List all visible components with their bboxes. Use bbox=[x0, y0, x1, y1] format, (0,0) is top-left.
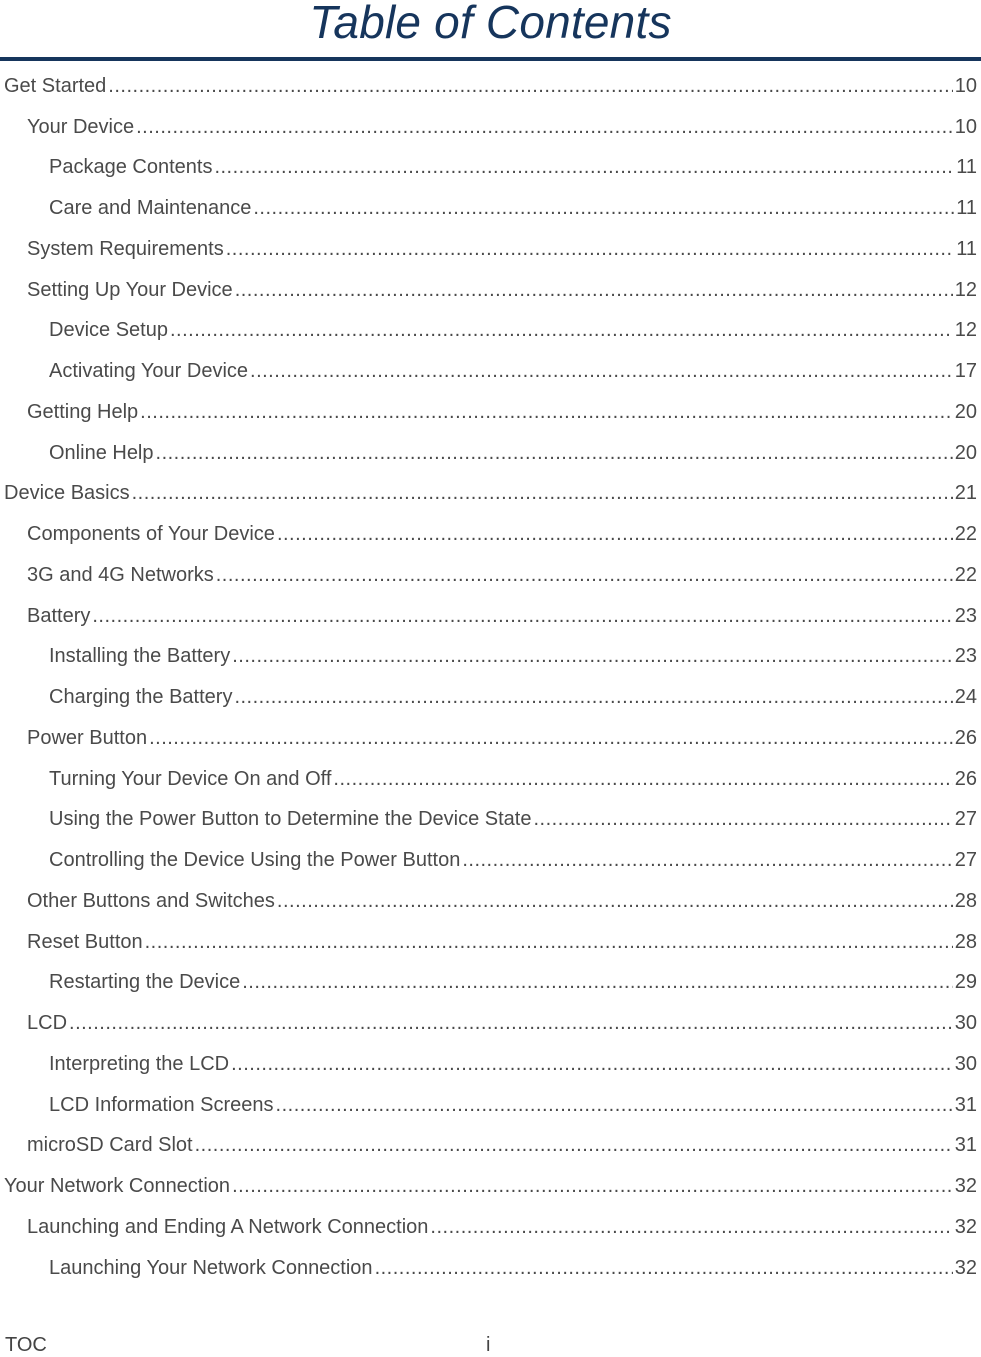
toc-entry[interactable] bbox=[0, 351, 981, 392]
toc-entry-label: Power Button bbox=[27, 726, 148, 749]
toc-entry[interactable] bbox=[0, 188, 981, 229]
toc-entry-page-number: 12 bbox=[954, 278, 977, 301]
toc-entry[interactable] bbox=[0, 840, 981, 881]
toc-entry-page-number: 26 bbox=[954, 726, 977, 749]
toc-entry-label: Restarting the Device bbox=[49, 971, 241, 994]
dot-leader bbox=[250, 360, 953, 383]
toc-entry[interactable] bbox=[0, 148, 981, 189]
toc-entry-page-number: 11 bbox=[956, 156, 977, 179]
toc-entry[interactable] bbox=[0, 1003, 981, 1044]
toc-entry-label: Care and Maintenance bbox=[49, 197, 252, 220]
dot-leader bbox=[277, 890, 953, 913]
toc-entry-page-number: 32 bbox=[954, 1215, 977, 1238]
toc-entry-label: Setting Up Your Device bbox=[27, 278, 233, 301]
page-title: Table of Contents bbox=[309, 0, 672, 48]
toc-entry-label: System Requirements bbox=[27, 237, 224, 260]
toc-entry-page-number: 23 bbox=[954, 645, 977, 668]
dot-leader bbox=[232, 1175, 953, 1198]
toc-entry-label: Device Basics bbox=[4, 482, 130, 505]
toc-entry-label: Device Setup bbox=[49, 319, 168, 342]
dot-leader bbox=[136, 116, 953, 139]
dot-leader bbox=[92, 605, 952, 628]
toc-entry-page-number: 21 bbox=[954, 482, 977, 505]
toc-entry[interactable] bbox=[0, 270, 981, 311]
dot-leader bbox=[235, 279, 953, 302]
toc-entry[interactable] bbox=[0, 1248, 981, 1289]
dot-leader bbox=[132, 482, 953, 505]
dot-leader bbox=[149, 727, 953, 750]
toc-entry-page-number: 32 bbox=[954, 1256, 977, 1279]
toc-entry-page-number: 20 bbox=[954, 441, 977, 464]
toc-entry-page-number: 28 bbox=[954, 889, 977, 912]
toc-entry[interactable] bbox=[0, 229, 981, 270]
toc-entry[interactable] bbox=[0, 555, 981, 596]
toc-entry[interactable] bbox=[0, 474, 981, 515]
toc-entry-page-number: 12 bbox=[954, 319, 977, 342]
toc-entry-label: Online Help bbox=[49, 441, 154, 464]
dot-leader bbox=[462, 849, 952, 872]
dot-leader bbox=[276, 1094, 953, 1117]
toc-entry-page-number: 31 bbox=[954, 1093, 977, 1116]
toc-entry-page-number: 31 bbox=[954, 1134, 977, 1157]
toc-entry-page-number: 32 bbox=[954, 1175, 977, 1198]
toc-entry[interactable] bbox=[0, 392, 981, 433]
dot-leader bbox=[533, 808, 952, 831]
dot-leader bbox=[108, 75, 952, 98]
toc-entry-label: Installing the Battery bbox=[49, 645, 231, 668]
dot-leader bbox=[375, 1257, 953, 1280]
toc-entry-label: microSD Card Slot bbox=[27, 1134, 193, 1157]
toc-entry-page-number: 17 bbox=[954, 360, 977, 383]
toc-entry-label: Your Network Connection bbox=[4, 1175, 231, 1198]
dot-leader bbox=[140, 401, 953, 424]
toc-entry-label: Controlling the Device Using the Power Button bbox=[49, 849, 461, 872]
toc-entry[interactable] bbox=[0, 311, 981, 352]
dot-leader bbox=[253, 197, 954, 220]
toc-entry-page-number: 27 bbox=[954, 808, 977, 831]
toc-entry-page-number: 10 bbox=[954, 74, 977, 97]
toc-entry-label: Battery bbox=[27, 604, 91, 627]
toc-entry-label: LCD bbox=[27, 1012, 68, 1035]
toc-entry-label: Get Started bbox=[4, 74, 107, 97]
toc-entry-page-number: 20 bbox=[954, 400, 977, 423]
toc-entry[interactable] bbox=[0, 1166, 981, 1207]
toc-entry-page-number: 30 bbox=[954, 1012, 977, 1035]
dot-leader bbox=[234, 686, 952, 709]
toc-entry[interactable] bbox=[0, 677, 981, 718]
toc-entry-page-number: 11 bbox=[956, 197, 977, 220]
toc-entry-page-number: 10 bbox=[954, 115, 977, 138]
toc-entry-label: LCD Information Screens bbox=[49, 1093, 274, 1116]
toc-entry-label: Launching Your Network Connection bbox=[49, 1256, 373, 1279]
title-divider bbox=[0, 57, 981, 61]
toc-entry-label: Components of Your Device bbox=[27, 523, 275, 546]
toc-entry-page-number: 23 bbox=[954, 604, 977, 627]
toc-entry[interactable] bbox=[0, 718, 981, 759]
dot-leader bbox=[430, 1216, 952, 1239]
toc-entry[interactable] bbox=[0, 1085, 981, 1126]
toc-entry[interactable] bbox=[0, 1044, 981, 1085]
toc-entry-label: Getting Help bbox=[27, 400, 139, 423]
toc-entry-page-number: 22 bbox=[954, 563, 977, 586]
dot-leader bbox=[231, 1053, 953, 1076]
toc-entry[interactable] bbox=[0, 922, 981, 963]
dot-leader bbox=[226, 238, 954, 261]
toc-entry-page-number: 24 bbox=[954, 686, 977, 709]
dot-leader bbox=[69, 1012, 953, 1035]
toc-entry[interactable] bbox=[0, 1207, 981, 1248]
toc-entry-page-number: 22 bbox=[954, 523, 977, 546]
toc-entry-page-number: 30 bbox=[954, 1052, 977, 1075]
toc-entry[interactable] bbox=[0, 800, 981, 841]
toc-entry-label: Charging the Battery bbox=[49, 686, 233, 709]
toc-entry[interactable] bbox=[0, 514, 981, 555]
toc-entry-label: Turning Your Device On and Off bbox=[49, 767, 332, 790]
dot-leader bbox=[242, 971, 953, 994]
dot-leader bbox=[232, 645, 953, 668]
toc-entry[interactable] bbox=[0, 637, 981, 678]
dot-leader bbox=[156, 442, 953, 465]
toc-entry-page-number: 28 bbox=[954, 930, 977, 953]
footer-section-label: TOC bbox=[5, 1334, 47, 1356]
toc-entry[interactable] bbox=[0, 107, 981, 148]
toc-entry[interactable] bbox=[0, 759, 981, 800]
toc-entry[interactable] bbox=[0, 66, 981, 107]
toc-entry-label: Reset Button bbox=[27, 930, 143, 953]
toc-entry-label: Package Contents bbox=[49, 156, 213, 179]
toc-entry[interactable] bbox=[0, 881, 981, 922]
dot-leader bbox=[195, 1134, 953, 1157]
dot-leader bbox=[333, 768, 952, 791]
toc-entry[interactable] bbox=[0, 1126, 981, 1167]
dot-leader bbox=[170, 319, 953, 342]
toc-entry-label: Interpreting the LCD bbox=[49, 1052, 230, 1075]
toc-entry[interactable] bbox=[0, 963, 981, 1004]
footer-page-number: i bbox=[486, 1334, 491, 1356]
table-of-contents bbox=[0, 66, 981, 1289]
toc-entry-page-number: 11 bbox=[956, 237, 977, 260]
toc-entry-page-number: 26 bbox=[954, 767, 977, 790]
dot-leader bbox=[145, 931, 953, 954]
dot-leader bbox=[277, 523, 953, 546]
toc-entry-label: 3G and 4G Networks bbox=[27, 563, 214, 586]
toc-entry-page-number: 29 bbox=[954, 971, 977, 994]
toc-entry-label: Your Device bbox=[27, 115, 135, 138]
dot-leader bbox=[214, 156, 954, 179]
toc-entry-label: Launching and Ending A Network Connection bbox=[27, 1215, 429, 1238]
dot-leader bbox=[216, 564, 953, 587]
toc-entry[interactable] bbox=[0, 596, 981, 637]
toc-entry[interactable] bbox=[0, 433, 981, 474]
toc-entry-label: Activating Your Device bbox=[49, 360, 249, 383]
toc-entry-label: Other Buttons and Switches bbox=[27, 889, 275, 912]
toc-entry-label: Using the Power Button to Determine the Device State bbox=[49, 808, 532, 831]
toc-entry-page-number: 27 bbox=[954, 849, 977, 872]
